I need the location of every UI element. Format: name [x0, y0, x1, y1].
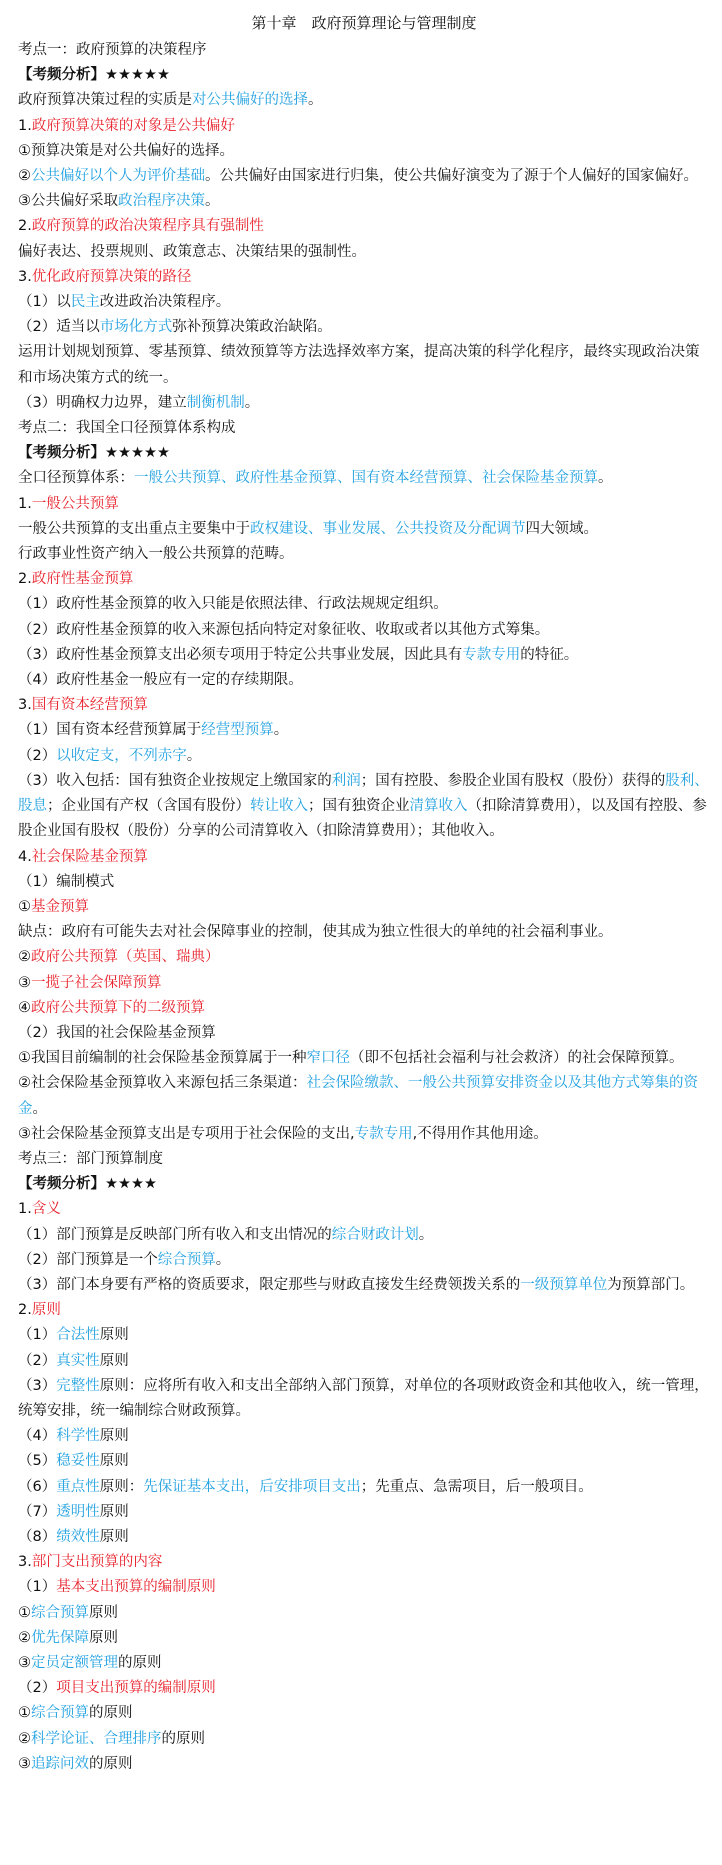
text-run: 3. [18, 697, 32, 714]
text-run: （2）部门预算是一个 [18, 1251, 158, 1268]
text-line [18, 88, 710, 113]
text-line [18, 1626, 710, 1651]
text-run: ,不得用作其他用途。 [412, 1125, 548, 1142]
highlight-text: 综合预算 [31, 1604, 89, 1621]
text-line [18, 718, 710, 743]
text-run: 偏好表达、投票规则、政策意志、决策结果的强制性。 [18, 243, 366, 260]
text-run: 的原则 [89, 1755, 133, 1772]
highlight-text: 公共偏好以个人为评价基础 [31, 168, 205, 185]
text-run: 2. [18, 571, 32, 588]
text-run: 1. [18, 495, 32, 512]
text-line [18, 1298, 710, 1323]
highlight-text: 市场化方式 [99, 319, 173, 336]
text-line [18, 1021, 710, 1046]
highlight-text: 专款专用 [354, 1125, 413, 1142]
heading-text: 政府预算决策的对象是公共偏好 [31, 117, 235, 134]
text-run: （扣除清算费用），以及国有控股、参股企业国有股权（股份）分享的公司清算收入（扣除清算费用）；其他收入。 [18, 798, 707, 840]
text-line [18, 1197, 710, 1222]
text-run: （2）适当以 [18, 319, 100, 336]
text-run: 原则 [99, 1428, 129, 1445]
text-run: 弥补预算决策政治缺陷。 [172, 319, 332, 336]
text-run: （7） [18, 1503, 57, 1520]
text-run: （2）政府性基金预算的收入来源包括向特定对象征收、收取或者以其他方式筹集。 [18, 621, 550, 638]
text-run: （3） [18, 1377, 57, 1394]
text-run: 1. [18, 1201, 32, 1218]
text-run: 的原则 [161, 1730, 205, 1747]
text-line [18, 416, 710, 441]
text-run: 2. [18, 218, 32, 235]
text-run: ②社会保险基金预算收入来源包括三条渠道： [18, 1075, 307, 1092]
text-line [18, 1550, 710, 1575]
text-line [18, 693, 710, 718]
text-run: 考点二：我国全口径预算体系构成 [18, 420, 236, 437]
heading-text: 政府预算的政治决策程序具有强制性 [31, 218, 264, 235]
text-line [18, 1248, 710, 1273]
text-run: 的原则 [118, 1655, 162, 1671]
highlight-text: 窄口径 [306, 1050, 350, 1067]
text-line [18, 517, 710, 542]
text-run: 一般公共预算的支出重点主要集中于 [18, 520, 250, 537]
highlight-text: 一级预算单位 [520, 1276, 608, 1293]
text-run: 原则 [89, 1629, 118, 1646]
text-line [18, 870, 710, 895]
text-line [18, 214, 710, 239]
text-run: 的特征。 [520, 646, 579, 663]
frequency-label: 【考频分析】★★★★★ [18, 445, 170, 462]
highlight-text: 政治程序决策 [118, 193, 205, 210]
highlight-text: 以收定支，不列赤字 [56, 747, 187, 764]
text-run: 。 [205, 193, 220, 210]
text-line [18, 1323, 710, 1348]
text-run: 。 [273, 722, 289, 739]
text-line [18, 567, 710, 592]
highlight-text: 专款专用 [462, 646, 521, 663]
text-run: ④ [18, 999, 31, 1016]
highlight-text: 综合预算 [157, 1251, 216, 1268]
text-run: ③ [18, 974, 31, 991]
text-run: 原则 [99, 1352, 129, 1369]
heading-text: 项目支出预算的编制原则 [56, 1680, 216, 1697]
text-line [18, 38, 710, 63]
text-run: 。 [215, 1251, 231, 1268]
text-run: （3）明确权力边界，建立 [18, 394, 187, 411]
text-run: （1）政府性基金预算的收入只能是依照法律、行政法规规定组织。 [18, 596, 448, 613]
highlight-text: 股利、股息 [18, 772, 709, 815]
text-line [18, 114, 710, 139]
text-line [18, 1147, 710, 1172]
text-run: （2） [18, 747, 57, 764]
text-line [18, 1727, 710, 1752]
text-line [18, 1273, 710, 1298]
heading-text: 含义 [31, 1201, 61, 1218]
text-run: ① [18, 898, 31, 915]
text-run: ③ [18, 1755, 31, 1772]
highlight-text: 完整性 [56, 1377, 100, 1394]
text-run: ② [18, 168, 31, 185]
text-run: 考点一：政府预算的决策程序 [18, 42, 207, 58]
highlight-text: 清算收入 [409, 798, 468, 815]
highlight-text: 定员定额管理 [31, 1655, 118, 1671]
text-run: 政府预算决策过程的实质是 [18, 92, 192, 109]
text-run: 。 [186, 747, 202, 764]
text-line [18, 315, 710, 340]
text-line [18, 592, 710, 617]
heading-text: 一般公共预算 [31, 495, 119, 512]
text-line [18, 240, 710, 265]
text-run: （1）以 [18, 294, 71, 311]
text-line [18, 1172, 710, 1197]
text-run: （2） [18, 1352, 57, 1369]
text-run: （1） [18, 1579, 57, 1596]
text-line [18, 164, 710, 189]
highlight-text: 制衡机制 [186, 394, 245, 411]
text-run: ①我国目前编制的社会保险基金预算属于一种 [18, 1050, 307, 1067]
highlight-text: 科学性 [56, 1428, 100, 1445]
text-run: 。 [32, 1100, 47, 1117]
text-line [18, 769, 710, 845]
text-line [18, 265, 710, 290]
text-line [18, 466, 710, 491]
text-run: （1） [18, 1327, 57, 1344]
text-line [18, 1500, 710, 1525]
text-run: 为预算部门。 [607, 1276, 695, 1293]
highlight-text: 追踪问效 [31, 1755, 89, 1772]
heading-text: 优化政府预算决策的路径 [31, 268, 192, 285]
highlight-text: 综合预算 [31, 1705, 89, 1722]
highlight-text: 真实性 [56, 1352, 100, 1369]
highlight-text: 稳妥性 [56, 1453, 100, 1470]
heading-text: 国有资本经营预算 [31, 697, 148, 714]
text-run: 改进政治决策程序。 [99, 294, 231, 311]
text-line [18, 1676, 710, 1701]
text-run: ；国有独资企业 [308, 798, 410, 815]
text-run: 。 [418, 1226, 434, 1243]
text-run: ；先重点、急需项目，后一般项目。 [360, 1478, 593, 1495]
highlight-text: 透明性 [56, 1503, 100, 1520]
text-run: 四大领域。 [525, 520, 598, 537]
text-run: （4）政府性基金一般应有一定的存续期限。 [18, 672, 303, 689]
text-line [18, 996, 710, 1021]
text-line [18, 945, 710, 970]
text-run: 全口径预算体系： [18, 470, 134, 487]
text-run: ② [18, 1629, 31, 1646]
highlight-text: 合法性 [56, 1327, 100, 1344]
heading-text: 政府公共预算下的二级预算 [31, 999, 205, 1016]
text-line [18, 1449, 710, 1474]
text-line [18, 340, 710, 390]
text-line [18, 744, 710, 769]
text-line [18, 971, 710, 996]
text-run: 。公共偏好由国家进行归集，使公共偏好演变为了源于个人偏好的国家偏好。 [205, 168, 698, 185]
highlight-text: 一般公共预算、政府性基金预算、国有资本经营预算、社会保险基金预算 [134, 470, 598, 487]
text-line [18, 1424, 710, 1449]
text-run: 。 [598, 470, 613, 487]
highlight-text: 优先保障 [31, 1629, 89, 1646]
text-run: 3. [18, 1554, 32, 1571]
text-line [18, 492, 710, 517]
text-run: 原则 [99, 1528, 129, 1545]
text-line [18, 542, 710, 567]
text-run: ；企业国有产权（含国有股份） [47, 798, 250, 815]
frequency-label: 【考频分析】★★★★★ [18, 67, 170, 84]
text-run: （8） [18, 1528, 57, 1545]
highlight-text: 民主 [70, 294, 100, 311]
highlight-text: 政权建设、事业发展、公共投资及分配调节 [250, 520, 526, 537]
text-line [18, 290, 710, 315]
heading-text: 政府公共预算（英国、瑞典） [31, 949, 220, 966]
text-run: 。 [244, 394, 260, 411]
text-line [18, 1349, 710, 1374]
highlight-text: 重点性 [56, 1478, 100, 1495]
text-run: ① [18, 1705, 31, 1722]
text-line [18, 63, 710, 88]
text-line [18, 1601, 710, 1626]
text-run: ①预算决策是对公共偏好的选择。 [18, 142, 234, 159]
text-run: ③社会保险基金预算支出是专项用于社会保险的支出, [18, 1125, 355, 1142]
text-line [18, 189, 710, 214]
text-run: ③公共偏好采取 [18, 193, 118, 210]
heading-text: 基金预算 [31, 898, 89, 915]
text-run: （1）部门预算是反映部门所有收入和支出情况的 [18, 1226, 332, 1243]
text-line [18, 391, 710, 416]
text-run: 考点三：部门预算制度 [18, 1150, 163, 1167]
text-line [18, 643, 710, 668]
frequency-label: 【考频分析】★★★★ [18, 1176, 157, 1193]
text-line [18, 1122, 710, 1147]
highlight-text: 经营型预算 [201, 722, 274, 739]
heading-text: 基本支出预算的编制原则 [56, 1579, 216, 1596]
text-run: 原则 [99, 1327, 129, 1344]
text-run: （1）编制模式 [18, 873, 115, 890]
heading-text: 原则 [31, 1302, 61, 1319]
highlight-text: 社会保险缴款、一般公共预算安排资金以及其他方式筹集的资金 [18, 1075, 698, 1117]
highlight-text: 科学论证、合理排序 [31, 1730, 162, 1747]
text-run: 1. [18, 117, 32, 134]
text-run: （3）收入包括：国有独资企业按规定上缴国家的 [18, 772, 332, 789]
text-line [18, 895, 710, 920]
text-run: 原则 [89, 1604, 118, 1621]
text-run: ；国有控股、参股企业国有股权（股份）获得的 [360, 772, 666, 789]
text-line [18, 920, 710, 945]
highlight-text: 利润 [331, 772, 361, 789]
text-run: 4. [18, 848, 32, 865]
text-line [18, 618, 710, 643]
text-line [18, 1223, 710, 1248]
content-body [18, 38, 710, 1777]
text-run: 运用计划规划预算、零基预算、绩效预算等方法选择效率方案，提高决策的科学化程序，最终实现政治决策和市场决策方式的统一。 [18, 344, 700, 386]
text-line [18, 1046, 710, 1071]
text-line [18, 1701, 710, 1726]
text-run: （4） [18, 1428, 57, 1445]
text-line [18, 1525, 710, 1550]
text-run: 的原则 [89, 1705, 133, 1722]
text-line [18, 1752, 710, 1777]
text-line [18, 845, 710, 870]
text-run: ③ [18, 1655, 31, 1671]
text-run: （即不包括社会福利与社会救济）的社会保障预算。 [350, 1050, 684, 1067]
text-run: 。 [308, 92, 323, 109]
text-line [18, 1575, 710, 1600]
heading-text: 一揽子社会保障预算 [31, 974, 162, 991]
text-line [18, 1475, 710, 1500]
highlight-text: 先保证基本支出，后安排项目支出 [143, 1478, 361, 1495]
text-line [18, 1071, 710, 1121]
text-run: （2）我国的社会保险基金预算 [18, 1024, 216, 1041]
heading-text: 政府性基金预算 [31, 571, 134, 588]
text-run: 原则： [99, 1478, 144, 1495]
text-run: （5） [18, 1453, 57, 1470]
text-line [18, 441, 710, 466]
text-run: （1）国有资本经营预算属于 [18, 722, 202, 739]
text-run: 原则 [99, 1453, 129, 1470]
text-run: 2. [18, 1302, 32, 1319]
text-run: 缺点：政府有可能失去对社会保障事业的控制，使其成为独立性很大的单纯的社会福利事业。 [18, 924, 613, 941]
text-line [18, 668, 710, 693]
text-run: 原则：应将所有收入和支出全部纳入部门预算，对单位的各项财政资金和其他收入，统一管理，统筹安排，统一编制综合财政预算。 [18, 1377, 709, 1419]
text-line [18, 1651, 710, 1676]
text-run: ① [18, 1604, 31, 1621]
text-run: 原则 [99, 1503, 129, 1520]
highlight-text: 转让收入 [250, 798, 308, 815]
text-line [18, 139, 710, 164]
highlight-text: 绩效性 [56, 1528, 100, 1545]
text-run: ② [18, 949, 31, 966]
highlight-text: 综合财政计划 [331, 1226, 419, 1243]
text-run: 3. [18, 268, 32, 285]
text-run: 行政事业性资产纳入一般公共预算的范畴。 [18, 546, 294, 563]
text-run: （6） [18, 1478, 57, 1495]
chapter-title: 第十章 政府预算理论与管理制度 [251, 14, 477, 32]
text-run: ② [18, 1730, 31, 1747]
heading-text: 部门支出预算的内容 [31, 1554, 163, 1571]
text-run: （2） [18, 1680, 57, 1697]
text-line [18, 1374, 710, 1424]
text-run: （3）部门本身要有严格的资质要求，限定那些与财政直接发生经费领拨关系的 [18, 1276, 521, 1293]
text-run: （3）政府性基金预算支出必须专项用于特定公共事业发展，因此具有 [18, 646, 463, 663]
highlight-text: 对公共偏好的选择 [192, 92, 308, 109]
heading-text: 社会保险基金预算 [31, 848, 148, 865]
